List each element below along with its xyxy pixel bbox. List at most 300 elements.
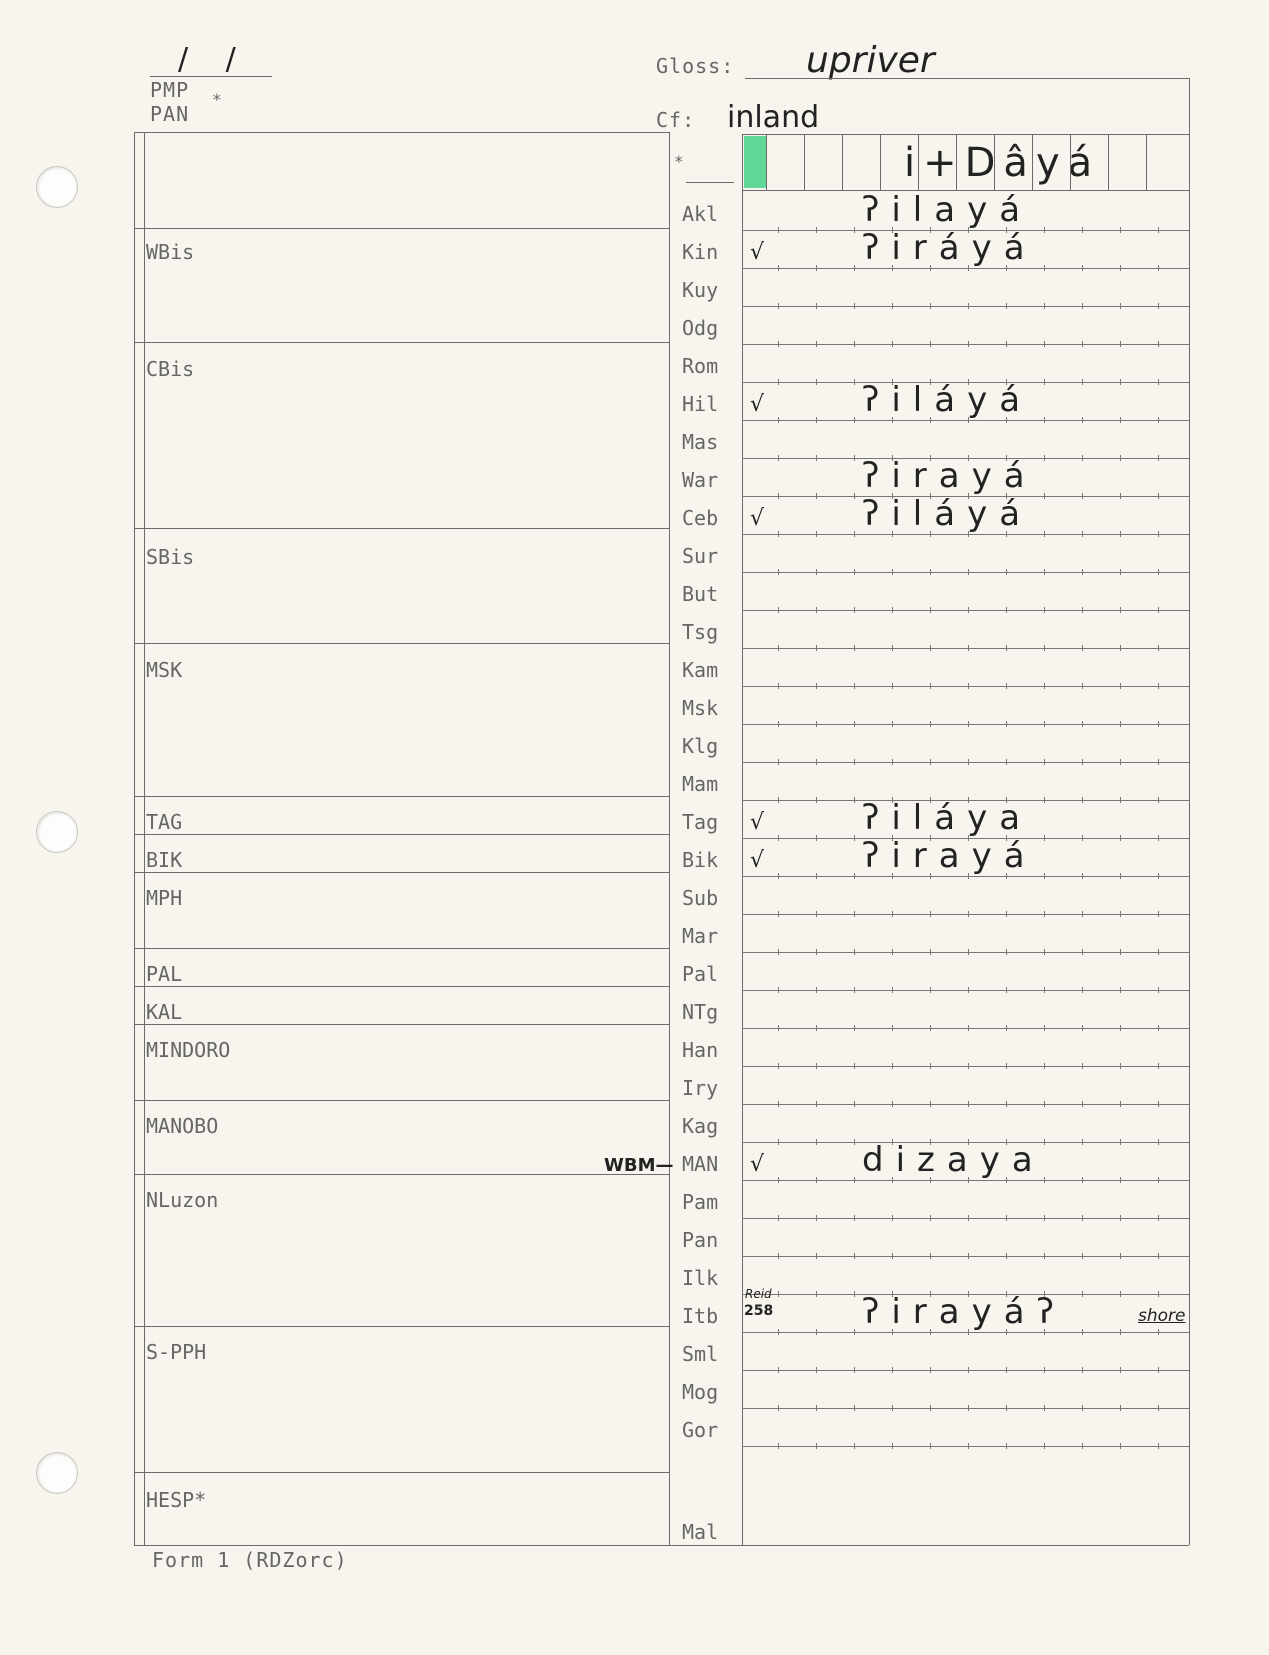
language-code: Hil xyxy=(682,392,719,416)
row-tick xyxy=(892,721,893,727)
row-tick xyxy=(968,949,969,955)
row-tick xyxy=(1082,455,1083,461)
check-mark: √ xyxy=(750,392,765,417)
row-tick xyxy=(1158,1215,1159,1221)
row-tick xyxy=(930,1025,931,1031)
row-tick xyxy=(854,569,855,575)
row-tick xyxy=(968,683,969,689)
gloss-label: Gloss: xyxy=(656,54,735,78)
language-code: Kam xyxy=(682,658,719,682)
row-line xyxy=(742,610,1189,611)
row-tick xyxy=(1082,531,1083,537)
row-tick xyxy=(1044,1063,1045,1069)
row-line xyxy=(742,762,1189,763)
row-tick xyxy=(1006,873,1007,879)
row-tick xyxy=(1120,379,1121,385)
row-line xyxy=(742,534,1189,535)
group-separator xyxy=(134,834,669,835)
row-tick xyxy=(1006,569,1007,575)
row-tick xyxy=(1044,455,1045,461)
row-tick xyxy=(930,1367,931,1373)
row-tick xyxy=(1082,1025,1083,1031)
row-tick xyxy=(1082,341,1083,347)
pmp-asterisk: * xyxy=(212,90,223,109)
row-tick xyxy=(1006,721,1007,727)
row-tick xyxy=(816,1063,817,1069)
row-tick xyxy=(1120,1291,1121,1297)
row-tick xyxy=(892,873,893,879)
row-tick xyxy=(1044,835,1045,841)
proto-cell-divider xyxy=(804,134,805,190)
proto-cell-divider xyxy=(994,134,995,190)
row-tick xyxy=(930,1063,931,1069)
group-separator xyxy=(134,1174,669,1175)
group-separator xyxy=(134,1472,669,1473)
row-tick xyxy=(930,1443,931,1449)
row-tick xyxy=(1082,227,1083,233)
row-tick xyxy=(778,873,779,879)
row-tick xyxy=(1158,341,1159,347)
row-tick xyxy=(1158,607,1159,613)
row-tick xyxy=(816,987,817,993)
row-tick xyxy=(930,303,931,309)
row-tick xyxy=(854,265,855,271)
language-code: Akl xyxy=(682,202,719,226)
row-tick xyxy=(1006,1367,1007,1373)
row-tick xyxy=(1006,949,1007,955)
pmp-underline xyxy=(150,76,272,77)
frame-top xyxy=(134,132,669,133)
row-tick xyxy=(1158,493,1159,499)
group-label: BIK xyxy=(146,848,183,872)
row-tick xyxy=(892,341,893,347)
row-tick xyxy=(854,873,855,879)
row-tick xyxy=(1158,797,1159,803)
row-tick xyxy=(1044,265,1045,271)
language-code: Itb xyxy=(682,1304,719,1328)
row-tick xyxy=(816,1253,817,1259)
row-tick xyxy=(1120,303,1121,309)
row-tick xyxy=(1044,1253,1045,1259)
row-tick xyxy=(1006,1025,1007,1031)
row-tick xyxy=(968,607,969,613)
row-tick xyxy=(778,835,779,841)
gloss-underline xyxy=(745,78,1189,79)
reid-page: 258 xyxy=(744,1303,774,1319)
language-code: Msk xyxy=(682,696,719,720)
row-tick xyxy=(1120,417,1121,423)
row-tick xyxy=(1158,949,1159,955)
row-tick xyxy=(968,569,969,575)
row-tick xyxy=(930,1253,931,1259)
row-tick xyxy=(968,873,969,879)
row-tick xyxy=(816,1329,817,1335)
reflex-form: ʔiláyá xyxy=(862,494,1033,534)
row-tick xyxy=(1158,759,1159,765)
row-tick xyxy=(854,1063,855,1069)
row-tick xyxy=(930,531,931,537)
row-tick xyxy=(854,1443,855,1449)
row-tick xyxy=(892,645,893,651)
row-tick xyxy=(816,949,817,955)
proto-cell-divider xyxy=(766,134,767,190)
language-code: Mal xyxy=(682,1520,719,1544)
row-tick xyxy=(1082,873,1083,879)
row-tick xyxy=(1120,911,1121,917)
row-tick xyxy=(1158,227,1159,233)
row-tick xyxy=(968,531,969,537)
row-tick xyxy=(1044,1215,1045,1221)
row-tick xyxy=(1044,1329,1045,1335)
language-code: War xyxy=(682,468,719,492)
row-line xyxy=(742,572,1189,573)
group-separator xyxy=(134,1024,669,1025)
row-tick xyxy=(930,1215,931,1221)
row-tick xyxy=(778,949,779,955)
row-tick xyxy=(930,645,931,651)
row-tick xyxy=(778,417,779,423)
language-code: Mam xyxy=(682,772,719,796)
pmp-label: PMP xyxy=(150,78,190,102)
group-separator xyxy=(134,1100,669,1101)
row-tick xyxy=(1158,645,1159,651)
row-tick xyxy=(816,455,817,461)
row-tick xyxy=(1082,1443,1083,1449)
row-tick xyxy=(1120,1443,1121,1449)
reflex-form: ʔiráyá xyxy=(862,228,1037,268)
reflex-form: ʔirayá xyxy=(862,836,1037,876)
row-tick xyxy=(930,683,931,689)
row-line xyxy=(742,1370,1189,1371)
row-tick xyxy=(1006,645,1007,651)
row-tick xyxy=(1120,1215,1121,1221)
row-tick xyxy=(930,1101,931,1107)
row-tick xyxy=(1158,1139,1159,1145)
group-label: KAL xyxy=(146,1000,183,1024)
row-tick xyxy=(1006,531,1007,537)
row-tick xyxy=(816,417,817,423)
row-tick xyxy=(816,1025,817,1031)
group-separator xyxy=(134,796,669,797)
row-tick xyxy=(1120,1177,1121,1183)
group-label: MINDORO xyxy=(146,1038,231,1062)
check-mark: √ xyxy=(750,1152,765,1177)
group-label: MPH xyxy=(146,886,183,910)
language-code: Kag xyxy=(682,1114,719,1138)
row-tick xyxy=(1158,1443,1159,1449)
row-tick xyxy=(930,873,931,879)
form-footer: Form 1 (RDZorc) xyxy=(152,1548,348,1572)
row-tick xyxy=(854,1215,855,1221)
language-code: But xyxy=(682,582,719,606)
row-tick xyxy=(968,1101,969,1107)
proto-cell-divider xyxy=(1070,134,1071,190)
row-tick xyxy=(1120,1253,1121,1259)
reid-label: Reid xyxy=(745,1287,772,1301)
row-tick xyxy=(778,455,779,461)
row-tick xyxy=(1120,721,1121,727)
row-tick xyxy=(778,341,779,347)
check-mark: √ xyxy=(750,240,765,265)
row-line xyxy=(742,1446,1189,1447)
language-code: Mar xyxy=(682,924,719,948)
row-line xyxy=(742,648,1189,649)
proto-underline xyxy=(686,182,734,183)
cf-label: Cf: xyxy=(656,108,696,132)
group-separator xyxy=(134,342,669,343)
group-label: CBis xyxy=(146,357,195,381)
row-tick xyxy=(854,379,855,385)
proto-cell-divider xyxy=(918,134,919,190)
punch-hole-bottom xyxy=(36,1452,78,1494)
row-tick xyxy=(778,1329,779,1335)
row-tick xyxy=(1158,835,1159,841)
row-tick xyxy=(1006,341,1007,347)
row-tick xyxy=(968,645,969,651)
row-tick xyxy=(778,265,779,271)
row-tick xyxy=(854,455,855,461)
row-tick xyxy=(1082,417,1083,423)
row-tick xyxy=(1120,341,1121,347)
row-tick xyxy=(854,493,855,499)
row-tick xyxy=(1082,835,1083,841)
row-tick xyxy=(968,417,969,423)
row-tick xyxy=(854,949,855,955)
row-tick xyxy=(1120,455,1121,461)
row-tick xyxy=(892,1253,893,1259)
row-tick xyxy=(1158,1367,1159,1373)
row-tick xyxy=(778,759,779,765)
row-tick xyxy=(968,265,969,271)
row-tick xyxy=(892,417,893,423)
punch-hole-middle xyxy=(36,811,78,853)
language-code: Rom xyxy=(682,354,719,378)
row-tick xyxy=(930,569,931,575)
row-tick xyxy=(816,379,817,385)
row-tick xyxy=(892,1405,893,1411)
row-tick xyxy=(778,1177,779,1183)
row-line xyxy=(742,1180,1189,1181)
row-line xyxy=(742,306,1189,307)
row-tick xyxy=(1120,873,1121,879)
row-tick xyxy=(892,1367,893,1373)
row-tick xyxy=(854,607,855,613)
proto-cell-divider xyxy=(1032,134,1033,190)
row-tick xyxy=(1158,1177,1159,1183)
row-tick xyxy=(1044,569,1045,575)
row-tick xyxy=(1120,1405,1121,1411)
row-tick xyxy=(1044,911,1045,917)
row-tick xyxy=(816,1177,817,1183)
row-tick xyxy=(1120,1063,1121,1069)
row-tick xyxy=(1082,949,1083,955)
row-tick xyxy=(892,1063,893,1069)
row-tick xyxy=(1044,721,1045,727)
row-line xyxy=(742,1066,1189,1067)
row-tick xyxy=(1082,683,1083,689)
row-tick xyxy=(1120,987,1121,993)
row-tick xyxy=(1120,1101,1121,1107)
language-code: Mas xyxy=(682,430,719,454)
row-line xyxy=(742,914,1189,915)
gloss-box-right xyxy=(1189,78,1190,134)
check-mark: √ xyxy=(750,810,765,835)
row-tick xyxy=(854,987,855,993)
row-tick xyxy=(778,1101,779,1107)
row-tick xyxy=(778,607,779,613)
row-tick xyxy=(854,1177,855,1183)
row-tick xyxy=(1082,265,1083,271)
row-tick xyxy=(930,1405,931,1411)
group-label: MANOBO xyxy=(146,1114,219,1138)
row-tick xyxy=(854,1405,855,1411)
row-tick xyxy=(778,227,779,233)
row-tick xyxy=(1082,569,1083,575)
row-tick xyxy=(968,1405,969,1411)
row-tick xyxy=(854,1101,855,1107)
row-tick xyxy=(1006,265,1007,271)
row-tick xyxy=(816,759,817,765)
group-label: TAG xyxy=(146,810,183,834)
row-tick xyxy=(1158,987,1159,993)
row-tick xyxy=(1158,873,1159,879)
row-tick xyxy=(1044,1177,1045,1183)
row-tick xyxy=(892,265,893,271)
row-tick xyxy=(1082,1253,1083,1259)
row-tick xyxy=(968,1443,969,1449)
row-tick xyxy=(854,911,855,917)
row-tick xyxy=(1044,797,1045,803)
row-tick xyxy=(1120,1025,1121,1031)
group-label: WBis xyxy=(146,240,195,264)
language-code: Bik xyxy=(682,848,719,872)
row-tick xyxy=(816,493,817,499)
row-tick xyxy=(854,1329,855,1335)
row-tick xyxy=(816,873,817,879)
row-tick xyxy=(968,721,969,727)
row-tick xyxy=(778,1405,779,1411)
row-tick xyxy=(778,569,779,575)
proto-cell-divider xyxy=(842,134,843,190)
row-tick xyxy=(892,949,893,955)
row-tick xyxy=(854,341,855,347)
proto-cell-divider xyxy=(1146,134,1147,190)
row-line xyxy=(742,724,1189,725)
row-tick xyxy=(1120,569,1121,575)
row-tick xyxy=(1006,607,1007,613)
row-tick xyxy=(816,1405,817,1411)
row-tick xyxy=(1044,493,1045,499)
row-tick xyxy=(1158,721,1159,727)
row-tick xyxy=(892,569,893,575)
row-tick xyxy=(1044,531,1045,537)
row-tick xyxy=(778,493,779,499)
row-tick xyxy=(892,987,893,993)
row-tick xyxy=(1158,1405,1159,1411)
row-tick xyxy=(968,1329,969,1335)
proto-form: i+Dâyá xyxy=(904,140,1101,186)
row-tick xyxy=(892,1215,893,1221)
row-tick xyxy=(930,607,931,613)
row-tick xyxy=(892,303,893,309)
row-tick xyxy=(1044,645,1045,651)
row-tick xyxy=(1006,683,1007,689)
language-column-right xyxy=(742,134,743,1545)
row-tick xyxy=(1120,949,1121,955)
row-line xyxy=(742,1028,1189,1029)
row-tick xyxy=(1120,683,1121,689)
row-tick xyxy=(1082,721,1083,727)
row-tick xyxy=(930,949,931,955)
row-tick xyxy=(816,341,817,347)
row-tick xyxy=(1158,1253,1159,1259)
row-line xyxy=(742,686,1189,687)
punch-hole-top xyxy=(36,166,78,208)
language-code: Kuy xyxy=(682,278,719,302)
row-tick xyxy=(1044,1367,1045,1373)
row-tick xyxy=(854,1139,855,1145)
row-tick xyxy=(778,1443,779,1449)
row-tick xyxy=(816,1367,817,1373)
row-tick xyxy=(816,607,817,613)
row-tick xyxy=(1120,227,1121,233)
row-tick xyxy=(1044,873,1045,879)
highlight-marker xyxy=(744,136,766,188)
row-tick xyxy=(778,797,779,803)
row-tick xyxy=(1044,683,1045,689)
row-tick xyxy=(816,569,817,575)
language-code: Pan xyxy=(682,1228,719,1252)
wbm-label: WBM— xyxy=(604,1155,674,1176)
row-tick xyxy=(1006,1063,1007,1069)
language-code: Mog xyxy=(682,1380,719,1404)
row-tick xyxy=(892,1443,893,1449)
language-code: Tsg xyxy=(682,620,719,644)
row-tick xyxy=(968,1025,969,1031)
pan-label: PAN xyxy=(150,102,190,126)
group-separator xyxy=(134,528,669,529)
frame-bottom xyxy=(134,1545,1189,1546)
row-tick xyxy=(968,1063,969,1069)
group-separator xyxy=(134,986,669,987)
row-tick xyxy=(854,721,855,727)
row-tick xyxy=(854,1291,855,1297)
row-line xyxy=(742,1256,1189,1257)
row-tick xyxy=(968,303,969,309)
row-tick xyxy=(1120,1367,1121,1373)
row-tick xyxy=(968,759,969,765)
row-tick xyxy=(1158,303,1159,309)
row-tick xyxy=(1082,1329,1083,1335)
pmp-slashes: / / xyxy=(178,42,250,77)
frame-right xyxy=(1189,134,1190,1545)
row-tick xyxy=(778,303,779,309)
row-tick xyxy=(930,721,931,727)
proto-asterisk: * xyxy=(674,152,685,171)
row-tick xyxy=(968,1367,969,1373)
row-tick xyxy=(816,911,817,917)
proto-cell-divider xyxy=(956,134,957,190)
row-tick xyxy=(1082,1215,1083,1221)
row-tick xyxy=(1120,797,1121,803)
row-line xyxy=(742,420,1189,421)
row-tick xyxy=(854,835,855,841)
language-code: Ilk xyxy=(682,1266,719,1290)
row-tick xyxy=(892,1025,893,1031)
row-tick xyxy=(778,1253,779,1259)
row-line xyxy=(742,990,1189,991)
row-tick xyxy=(1044,759,1045,765)
